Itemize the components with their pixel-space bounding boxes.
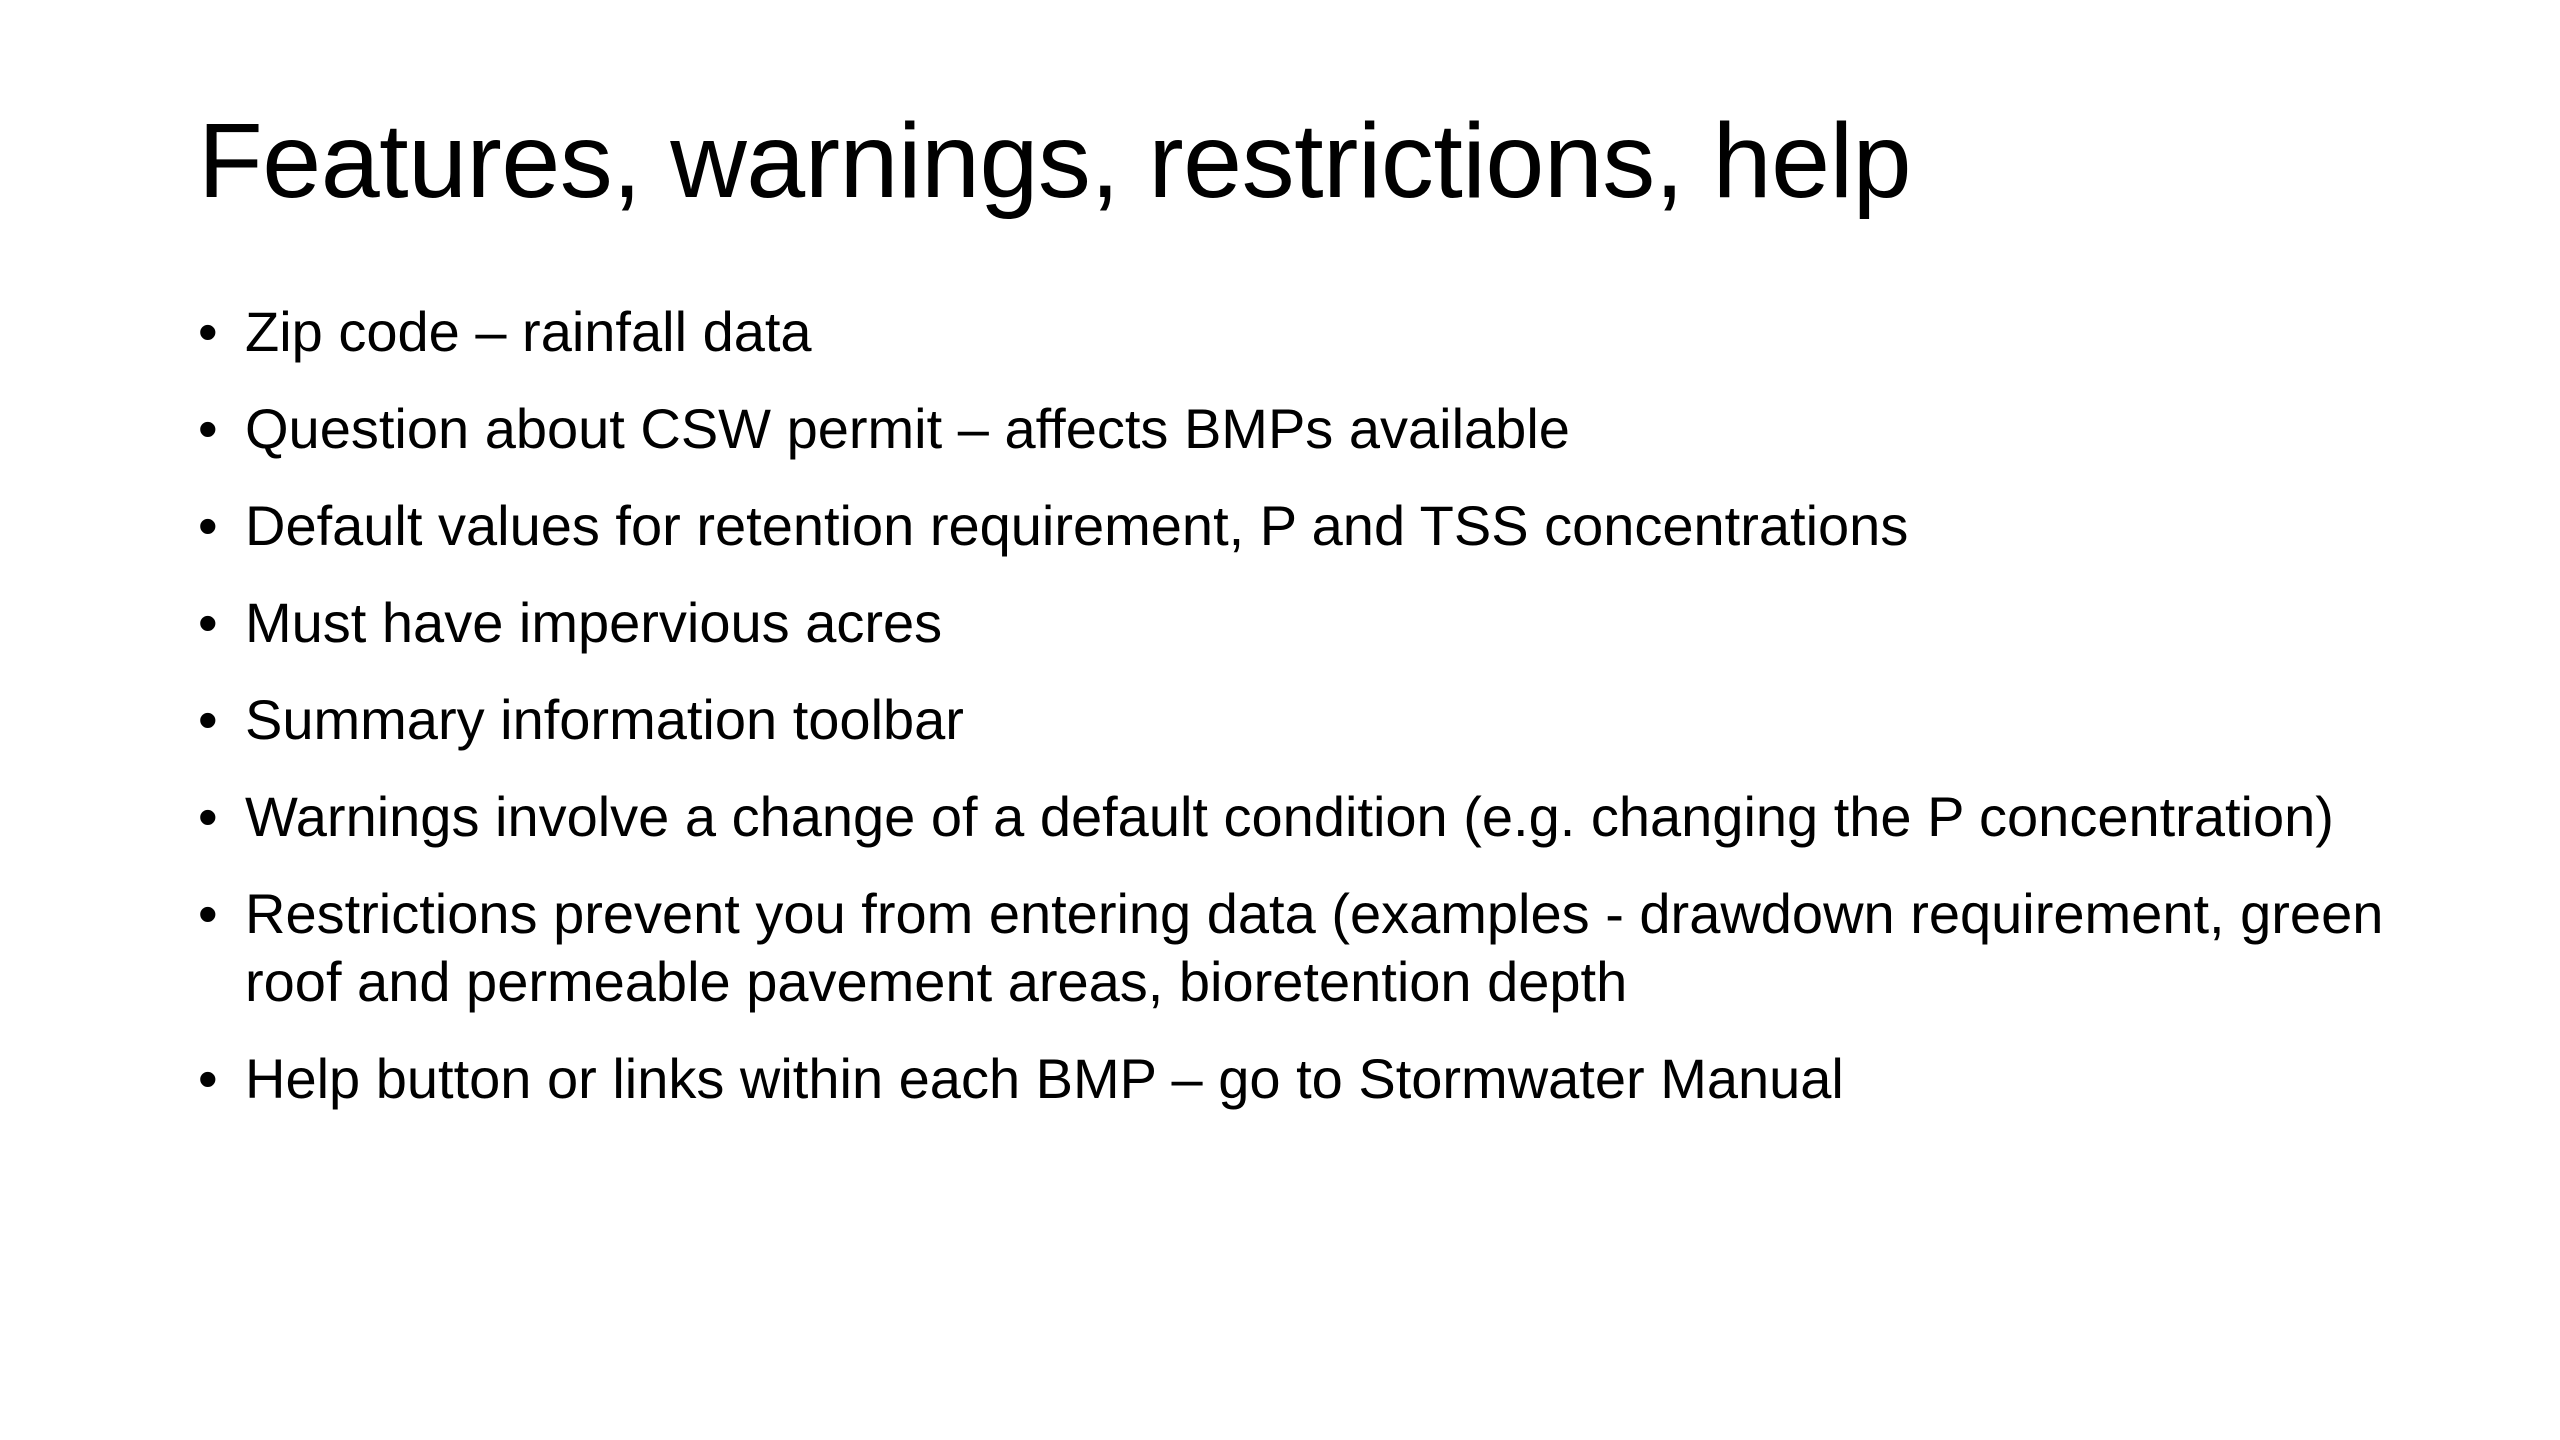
bullet-item-csw-permit [198,395,2438,463]
bullet-icon: • [198,494,218,557]
bullet-text: Default values for retention requirement, P and TSS concentrations [245,494,1909,557]
bullet-text: Question about CSW permit – affects BMPs available [245,397,1570,460]
bullet-text: Must have impervious acres [245,591,943,654]
bullet-text: Warnings involve a change of a default condition (e.g. changing the P concentration) [245,785,2334,848]
bullet-item-impervious-acres [198,589,2438,657]
bullet-item-summary-toolbar [198,686,2438,754]
bullet-item-warnings [198,783,2438,851]
bullet-text: Help button or links within each BMP – go to Stormwater Manual [245,1047,1844,1110]
bullet-text: Summary information toolbar [245,688,964,751]
bullet-item-restrictions [198,880,2438,1016]
bullet-text: Zip code – rainfall data [245,300,812,363]
bullet-icon: • [198,397,218,460]
bullet-icon: • [198,882,218,945]
bullet-list [198,298,2438,1113]
bullet-icon: • [198,591,218,654]
bullet-icon: • [198,1047,218,1110]
bullet-item-default-values [198,492,2438,560]
slide-title: Features, warnings, restrictions, help [198,102,1912,220]
bullet-icon: • [198,785,218,848]
bullet-item-help [198,1045,2438,1113]
bullet-icon: • [198,300,218,363]
bullet-text: Restrictions prevent you from entering data (examples - drawdown requirement, green roof and permeable pavement areas, bioretention depth [245,882,2384,1013]
bullet-icon: • [198,688,218,751]
bullet-item-zip-code [198,298,2438,366]
